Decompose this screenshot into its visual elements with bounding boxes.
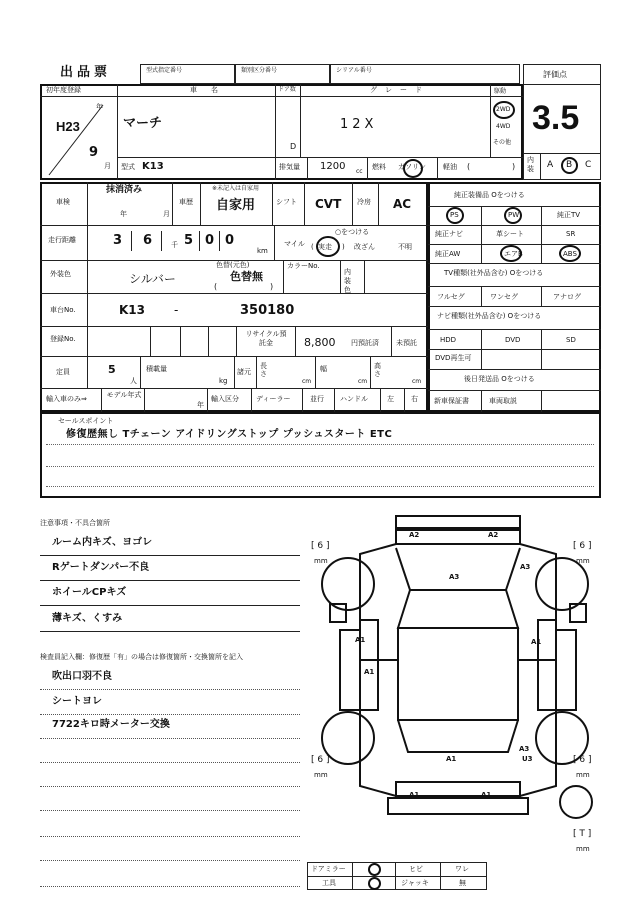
inspection-value: 抹消済み (106, 185, 143, 195)
tire-rl-unit: mm (314, 771, 328, 779)
reg-type: 自家用 (216, 198, 256, 213)
mark-rear-a3: A3 (519, 745, 530, 753)
windshield (398, 590, 518, 628)
tools-circle (368, 877, 381, 890)
mileage-paren-open: ( (311, 243, 314, 251)
navi-title: ナビ種類(社外品含む) Oをつける (437, 312, 542, 320)
inspection-label: 車検 (56, 198, 70, 206)
car-name: マーチ (123, 116, 163, 131)
tire-rr-unit: mm (576, 771, 590, 779)
equip-pw: PW (508, 211, 520, 219)
car-damage-diagram (300, 510, 610, 820)
tire-rl-depth: [ 6 ] (311, 755, 330, 765)
mileage-digits (105, 229, 245, 253)
interior-label: 内装 (527, 156, 534, 173)
wheel-front-left (322, 558, 374, 610)
navi-option: HDD (440, 336, 457, 344)
color-label: 外装色 (50, 270, 71, 278)
dims-length-unit: cm (302, 378, 312, 385)
mileage-paren-close: ) (342, 243, 345, 251)
tire-fr-depth: [ 6 ] (573, 541, 592, 551)
capacity-unit: 人 (130, 377, 137, 385)
tv-option: アナログ (553, 293, 581, 301)
tire-fl-unit: mm (314, 557, 328, 565)
later-title: 後日発送品 Oをつける (464, 375, 535, 383)
model-cert-label: 型式指定番号 (146, 67, 183, 74)
right-sill (556, 630, 576, 710)
mileage-unit: km (257, 247, 268, 255)
model-year-suffix: 年 (197, 401, 204, 409)
broken-label: ワレ (455, 865, 469, 873)
recycle-deposited: 預託済 (358, 339, 379, 347)
inspection-year-suffix: 年 (120, 210, 127, 218)
mile-label: マイル (284, 240, 305, 248)
tire-spare-depth: [ T ] (573, 829, 592, 839)
mark-rear-u3: U3 (522, 755, 533, 763)
car-name-label: 車名 (190, 86, 232, 94)
mileage-digit: 6 (143, 233, 153, 248)
model-type-label: 型式 (121, 163, 135, 171)
later-option: 車両取説 (489, 397, 517, 405)
first-reg-label: 初年度登録 (46, 86, 81, 94)
mark-bumper-rr: A1 (481, 791, 492, 799)
reg-type-label: 車歴 (179, 198, 193, 206)
equip-pw-circle (504, 207, 522, 224)
tire-spare-unit: mm (576, 845, 590, 853)
interior-b-circle (561, 157, 578, 174)
import-dealer: ディーラー (256, 395, 291, 403)
navi-option: DVD (505, 336, 521, 344)
sales-point-label: セールスポイント (58, 417, 114, 425)
repaint-label: 色替(元色) (216, 261, 250, 269)
equip-sr: SR (566, 230, 576, 238)
displacement-unit: cc (356, 168, 363, 175)
ac-value: AC (393, 197, 412, 211)
ac-label: 冷房 (357, 198, 371, 206)
note-item: ルーム内キズ、ヨゴレ (52, 537, 153, 548)
tire-fr-unit: mm (576, 557, 590, 565)
dims-width: 幅 (320, 365, 327, 373)
jack-none: 無 (459, 879, 466, 887)
mark-bumper-rl: A1 (409, 791, 420, 799)
form-title: 出品票 (60, 65, 112, 80)
dims-height-unit: cm (412, 378, 422, 385)
dims-width-unit: cm (358, 378, 368, 385)
chassis-dash: - (174, 303, 179, 317)
wheel-spare (560, 786, 592, 818)
drive-2wd: 2WD (496, 106, 511, 113)
mileage-actual-circle (316, 236, 340, 257)
tire-fl-depth: [ 6 ] (311, 541, 330, 551)
thousand-label: 千 (171, 241, 178, 249)
model-year-label: モデル年式 (106, 391, 142, 399)
mark-tailgate: A1 (446, 755, 457, 763)
rear-bumper (388, 798, 528, 814)
equip-abs-circle (559, 245, 581, 262)
dims-height: 高さ (374, 362, 381, 378)
mileage-label: 走行距離 (48, 236, 76, 244)
drive-4wd: 4WD (496, 123, 511, 130)
repaint-paren-open: ( (214, 282, 218, 291)
inspection-month-suffix: 月 (163, 210, 170, 218)
inspector-item: シートヨレ (52, 696, 102, 707)
equip-aw: 純正AW (435, 250, 461, 258)
fuel-label: 燃料 (372, 163, 386, 171)
handle-left: 左 (387, 395, 394, 403)
mileage-digit: 3 (113, 233, 123, 248)
right-mirror (570, 604, 586, 622)
left-mirror (330, 604, 346, 622)
right-door-front (538, 620, 556, 710)
sales-point-text: 修復歴無し Tチェーン アイドリングストップ プッシュスタート ETC (66, 429, 393, 440)
model-type: K13 (142, 161, 164, 172)
interior-c: C (585, 160, 592, 170)
hood (396, 548, 520, 590)
notes-label: 注意事項・不具合箇所 (40, 519, 110, 527)
equip-airbag: エアB (504, 250, 523, 258)
mileage-digit: 5 (184, 233, 194, 248)
first-reg-year: H23 (56, 119, 80, 134)
dims-length: 長さ (260, 362, 267, 378)
color-value: シルバー (129, 272, 176, 286)
mileage-digit: 0 (225, 233, 235, 248)
repaint-paren-close: ) (270, 282, 274, 291)
recycle-value: 8,800 (304, 336, 336, 349)
first-reg-month: 9 (89, 145, 99, 160)
doors-label: ドア数 (278, 86, 296, 93)
fuel-paren-open: ( (467, 162, 471, 171)
dims-label: 諸元 (237, 368, 251, 376)
mileage-modified: 改ざん (354, 243, 375, 251)
displacement: 1200 (320, 161, 346, 172)
drive-2wd-circle (493, 101, 515, 119)
tire-rr-depth: [ 6 ] (573, 755, 592, 765)
equip-abs: ABS (563, 250, 577, 258)
inspector-label: 検査員記入欄：修復歴「有」の場合は修復箇所・交換箇所を記入 (40, 653, 243, 661)
mileage-circle-hint: ○をつける (335, 228, 370, 236)
fuel-diesel: 軽油 (443, 163, 457, 171)
load-unit: kg (219, 377, 228, 385)
drive-other: その他 (493, 139, 512, 146)
mileage-digit: 0 (205, 233, 215, 248)
registration-label: 登録No. (50, 335, 76, 343)
rear-window (398, 720, 518, 752)
mileage-actual: 実走 (318, 243, 332, 251)
handle-right: 右 (411, 395, 418, 403)
tv-title: TV種類(社外品含む) Oをつける (444, 269, 544, 277)
year-suffix: 年 (96, 103, 103, 111)
mileage-unknown: 不明 (398, 243, 412, 251)
import-class-label: 輸入区分 (211, 395, 239, 403)
note-item: ホイールCPキズ (52, 587, 127, 598)
fuel-paren-close: ) (512, 162, 516, 171)
load-label: 積載量 (146, 365, 167, 373)
tv-option: ワンセグ (490, 293, 518, 301)
dvd-label: DVD再生可 (435, 354, 472, 362)
left-door-front (360, 620, 378, 710)
chassis-prefix: K13 (119, 303, 145, 317)
category-label: 類別区分番号 (241, 67, 278, 74)
handle-label: ハンドル (340, 395, 368, 403)
inspector-item: 吹出口羽不良 (52, 671, 112, 682)
chassis-label: 車台No. (50, 306, 76, 314)
roof (398, 628, 518, 720)
month-suffix: 月 (104, 162, 111, 170)
equip-ps-circle (446, 207, 464, 224)
note-item: 薄キズ、くすみ (52, 613, 123, 624)
shift-label: シフト (276, 198, 297, 206)
navi-option: SD (566, 336, 576, 344)
door-mirror-circle (368, 863, 381, 876)
mark-door-rl: A1 (364, 668, 375, 676)
shift-value: CVT (315, 197, 342, 211)
capacity-label: 定員 (56, 368, 70, 376)
interior-color-label: 内装色 (344, 268, 351, 294)
inspector-item: 7722キロ時メーター交換 (52, 719, 170, 730)
serial-label: シリアル番号 (336, 67, 372, 74)
mark-door-fr: A1 (531, 638, 542, 646)
mark-door-fl: A1 (355, 636, 366, 644)
mark-front-a2-left: A2 (409, 531, 420, 539)
color-no-label: カラーNo. (287, 262, 320, 270)
note-item: Rゲートダンパー不良 (52, 562, 150, 573)
interior-b: B (566, 160, 573, 170)
later-option: 新車保証書 (434, 397, 469, 405)
mark-hood: A3 (449, 573, 460, 581)
import-parallel: 並行 (310, 395, 324, 403)
score-value: 3.5 (532, 99, 580, 137)
grade-label: グレード (370, 86, 430, 94)
equip-airbag-circle (500, 245, 522, 262)
doors-type: D (290, 142, 297, 151)
mark-fender-fr: A3 (520, 563, 531, 571)
fuel-gasoline: ガソリン (398, 163, 426, 171)
jack-label: ジャッキ (401, 879, 429, 887)
wheel-rear-left (322, 712, 374, 764)
reg-type-note: ※未記入は自家用 (212, 185, 260, 192)
capacity-value: 5 (108, 363, 116, 376)
import-label: 輸入車のみ⇒ (46, 395, 87, 403)
score-label: 評価点 (543, 70, 567, 79)
equip-navi: 純正ナビ (435, 230, 463, 238)
drive-label: 駆動 (494, 88, 507, 95)
recycle-label: リサイクル預託金 (245, 330, 287, 347)
chassis-number: 350180 (240, 303, 295, 318)
equip-leather: 革シート (496, 230, 524, 238)
front-bumper (396, 516, 520, 528)
recycle-unit: 円 (351, 339, 358, 347)
tools-label: 工具 (322, 879, 336, 887)
equipment-title: 純正装備品 Oをつける (454, 191, 525, 199)
repaint-value: 色替無 (230, 270, 263, 283)
crack-label: ヒビ (409, 865, 423, 873)
equip-tv: 純正TV (557, 211, 581, 219)
interior-a: A (547, 160, 554, 170)
tv-option: フルセグ (437, 293, 465, 301)
recycle-not-deposited: 未預託 (396, 339, 417, 347)
grade-value: 12X (340, 117, 378, 132)
equip-ps: PS (450, 211, 459, 219)
door-mirror-label: ドアミラー (311, 865, 346, 873)
wheel-front-right (536, 558, 588, 610)
fuel-gasoline-circle (403, 159, 423, 178)
displacement-label: 排気量 (279, 163, 300, 171)
mark-front-a2-right: A2 (488, 531, 499, 539)
